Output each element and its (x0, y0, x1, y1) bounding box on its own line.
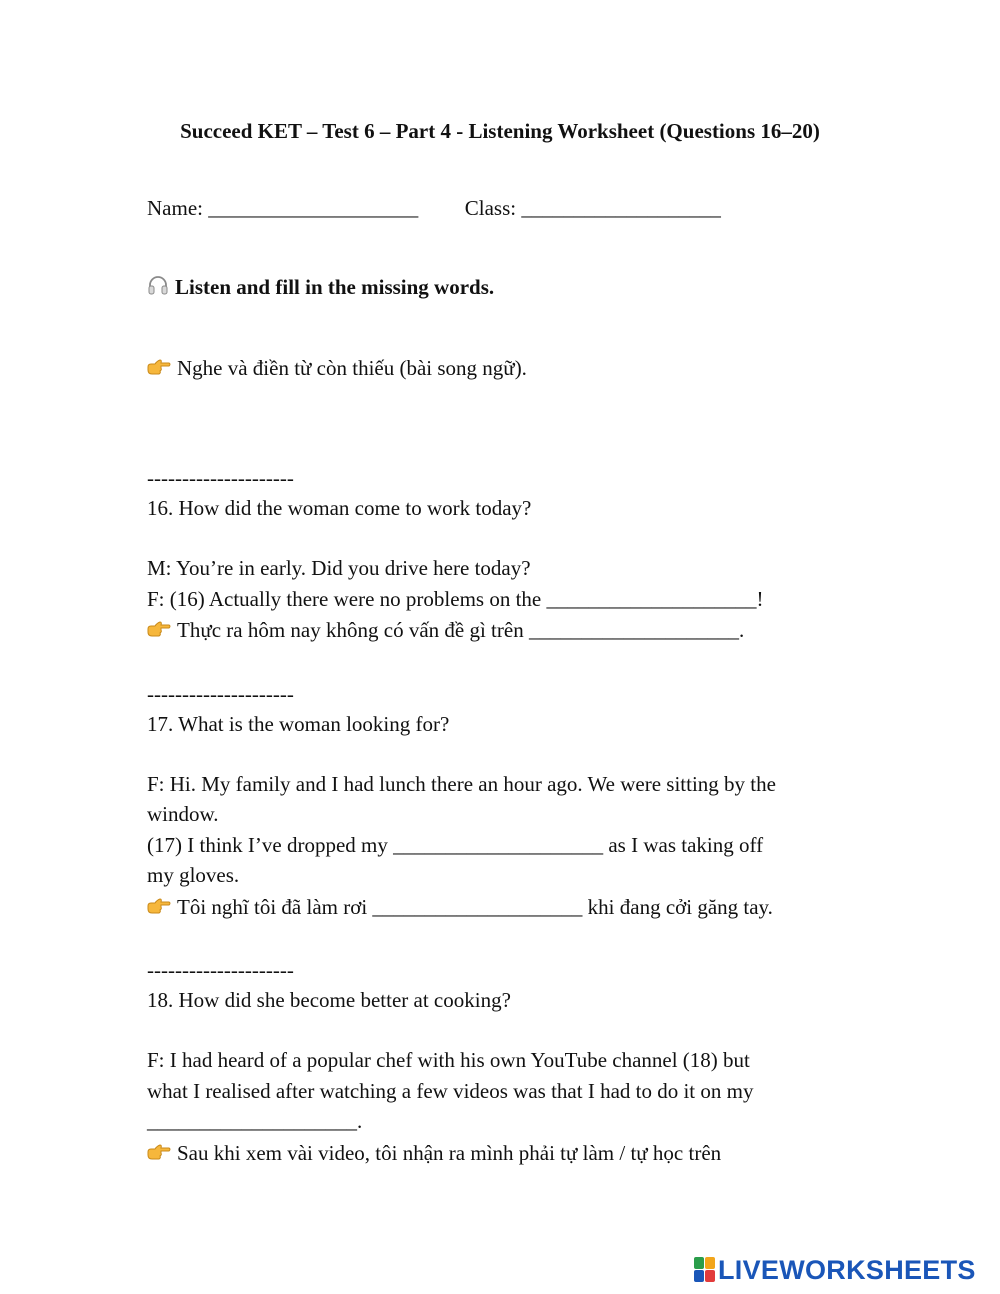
name-class-row (147, 193, 721, 223)
logo-text: LIVEWORKSHEETS (718, 1255, 976, 1285)
dialogue-line: M: You’re in early. Did you drive here today? (147, 556, 531, 580)
name-field[interactable]: Name: ____________________ (147, 196, 419, 220)
pointing-hand-icon (147, 355, 171, 385)
pointing-hand-icon (147, 1140, 171, 1170)
translation-17 (147, 892, 773, 924)
dialogue-line: my gloves. (147, 863, 240, 887)
instruction-english (147, 272, 494, 304)
question-16: 16. How did the woman come to work today? (147, 496, 532, 520)
class-field[interactable]: Class: ___________________ (464, 196, 721, 220)
logo-badge-icon (694, 1257, 716, 1288)
instruction-vietnamese (147, 353, 527, 385)
pointing-hand-icon (147, 617, 171, 647)
dialogue-line: F: Hi. My family and I had lunch there an hour ago. We were sitting by the (147, 772, 776, 796)
dialogue-line: F: I had heard of a popular chef with his own YouTube channel (18) but (147, 1048, 750, 1072)
dialogue-line-blank-16[interactable]: F: (16) Actually there were no problems on the ____________________! (147, 587, 764, 611)
dialogue-line-blank-18[interactable]: ____________________. (147, 1109, 363, 1133)
liveworksheets-logo (694, 1254, 994, 1286)
instruction-vi-text: Nghe và điền từ còn thiếu (bài song ngữ). (177, 356, 527, 380)
divider: --------------------- (147, 682, 294, 706)
dialogue-line: what I realised after watching a few videos was that I had to do it on my (147, 1079, 754, 1103)
instruction-en-text: Listen and fill in the missing words. (175, 275, 495, 299)
headphones-icon (147, 274, 169, 304)
divider: --------------------- (147, 958, 294, 982)
worksheet-title: Succeed KET – Test 6 – Part 4 - Listening Worksheet (Questions 16–20) (180, 119, 820, 143)
dialogue-line: window. (147, 802, 219, 826)
question-17: 17. What is the woman looking for? (147, 712, 450, 736)
translation-18 (147, 1138, 721, 1170)
translation-16 (147, 615, 744, 647)
translation-text: Sau khi xem vài video, tôi nhận ra mình phải tự làm / tự học trên (177, 1141, 722, 1165)
translation-text: Thực ra hôm nay không có vấn đề gì trên ____________________. (177, 618, 745, 642)
pointing-hand-icon (147, 894, 171, 924)
dialogue-line-blank-17[interactable]: (17) I think I’ve dropped my ____________________ as I was taking off (147, 833, 764, 857)
question-18: 18. How did she become better at cooking? (147, 988, 511, 1012)
translation-text: Tôi nghĩ tôi đã làm rơi ____________________ khi đang cởi găng tay. (177, 895, 773, 919)
divider: --------------------- (147, 466, 294, 490)
